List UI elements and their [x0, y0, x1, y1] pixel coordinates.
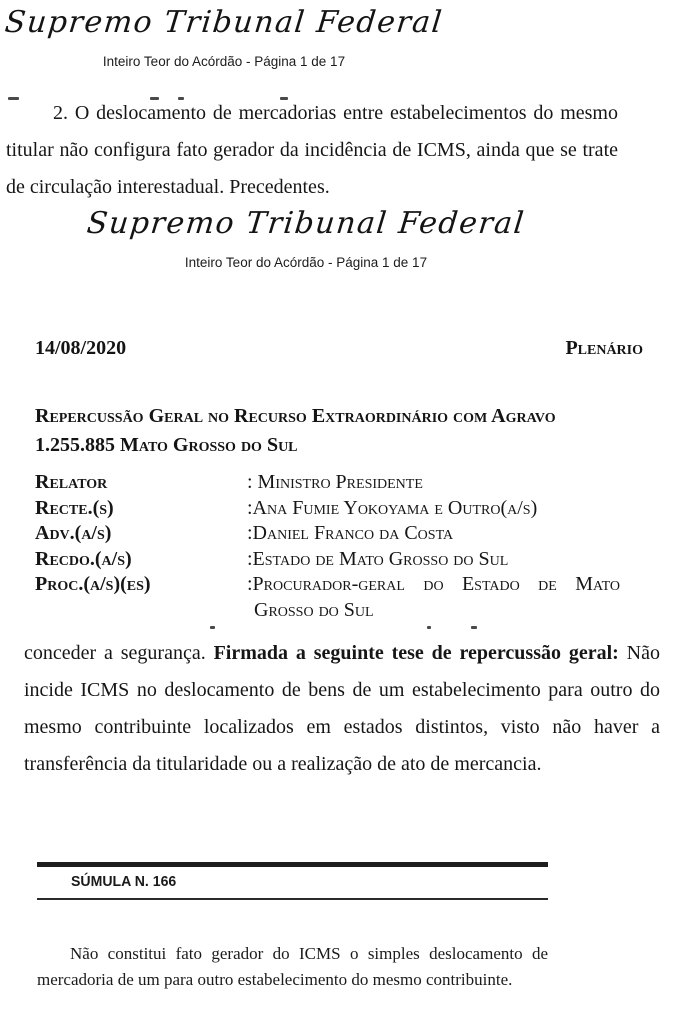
party-value: :Daniel Franco da Costa — [247, 522, 454, 545]
party-value-line1: :Procurador-geral do Estado de Mato — [247, 573, 620, 596]
party-label: Relator — [35, 471, 108, 493]
party-label: Adv.(a/s) — [35, 522, 112, 545]
party-label: Recte.(s) — [35, 496, 114, 519]
party-row-relator — [35, 470, 620, 496]
session-row — [35, 336, 643, 360]
party-row-adv — [35, 521, 620, 547]
decision-text-pre: conceder a segurança. — [24, 642, 214, 664]
party-row-proc — [35, 572, 620, 623]
party-row-recte — [35, 496, 620, 522]
letterhead-top — [0, 1, 448, 70]
session-date: 14/08/2020 — [35, 337, 127, 359]
page-info-subtitle: Inteiro Teor do Acórdão - Página 1 de 17 — [102, 54, 346, 69]
party-label: Proc.(a/s)(es) — [35, 573, 151, 596]
session-organ: Plenário — [565, 337, 643, 359]
sumula-heading-wrap — [71, 873, 183, 891]
party-value: :Ana Fumie Yokoyama e Outro(a/s) — [247, 496, 538, 519]
party-value: : Ministro Presidente — [247, 471, 423, 493]
parties-table — [35, 470, 620, 624]
decision-text-post: Não incide ICMS no deslocamento de bens de um estabelecimento para outro do mesmo contribuinte localizados em estados distintos, visto não haver a transferência da titularidade ou a realização de ato de mercancia. — [24, 642, 660, 775]
sumula-text: Não constitui fato gerador do ICMS o simples deslocamento de mercadoria de um para outro estabelecimento do mesmo contribuinte. — [37, 944, 548, 989]
party-label: Recdo.(a/s) — [35, 547, 132, 570]
case-caption: Repercussão Geral no Recurso Extraordinário com Agravo 1.255.885 Mato Grosso do Sul — [35, 405, 556, 456]
sumula-rule-bottom — [37, 898, 548, 900]
decision-thesis-lead: Firmada a seguinte tese de repercussão geral: — [213, 642, 619, 664]
ementa-excerpt-paragraph: 2. O deslocamento de mercadorias entre estabelecimentos do mesmo titular não configura fato gerador da incidência de ICMS, ainda que se trate de circulação interestadual. Precedentes. — [6, 102, 618, 198]
letterhead-main — [86, 202, 526, 271]
sumula-rule-top — [37, 862, 548, 867]
court-script-title: Supremo Tribunal Federal — [3, 5, 445, 40]
sumula-heading: SÚMULA N. 166 — [71, 873, 177, 890]
page-info-subtitle: Inteiro Teor do Acórdão - Página 1 de 17 — [184, 255, 428, 270]
decision-paragraph — [24, 635, 660, 783]
party-value: :Estado de Mato Grosso do Sul — [247, 547, 509, 570]
party-row-recdo — [35, 547, 620, 573]
party-value — [247, 572, 620, 623]
court-script-title: Supremo Tribunal Federal — [85, 206, 527, 241]
party-value-line2: Grosso do Sul — [254, 598, 374, 621]
